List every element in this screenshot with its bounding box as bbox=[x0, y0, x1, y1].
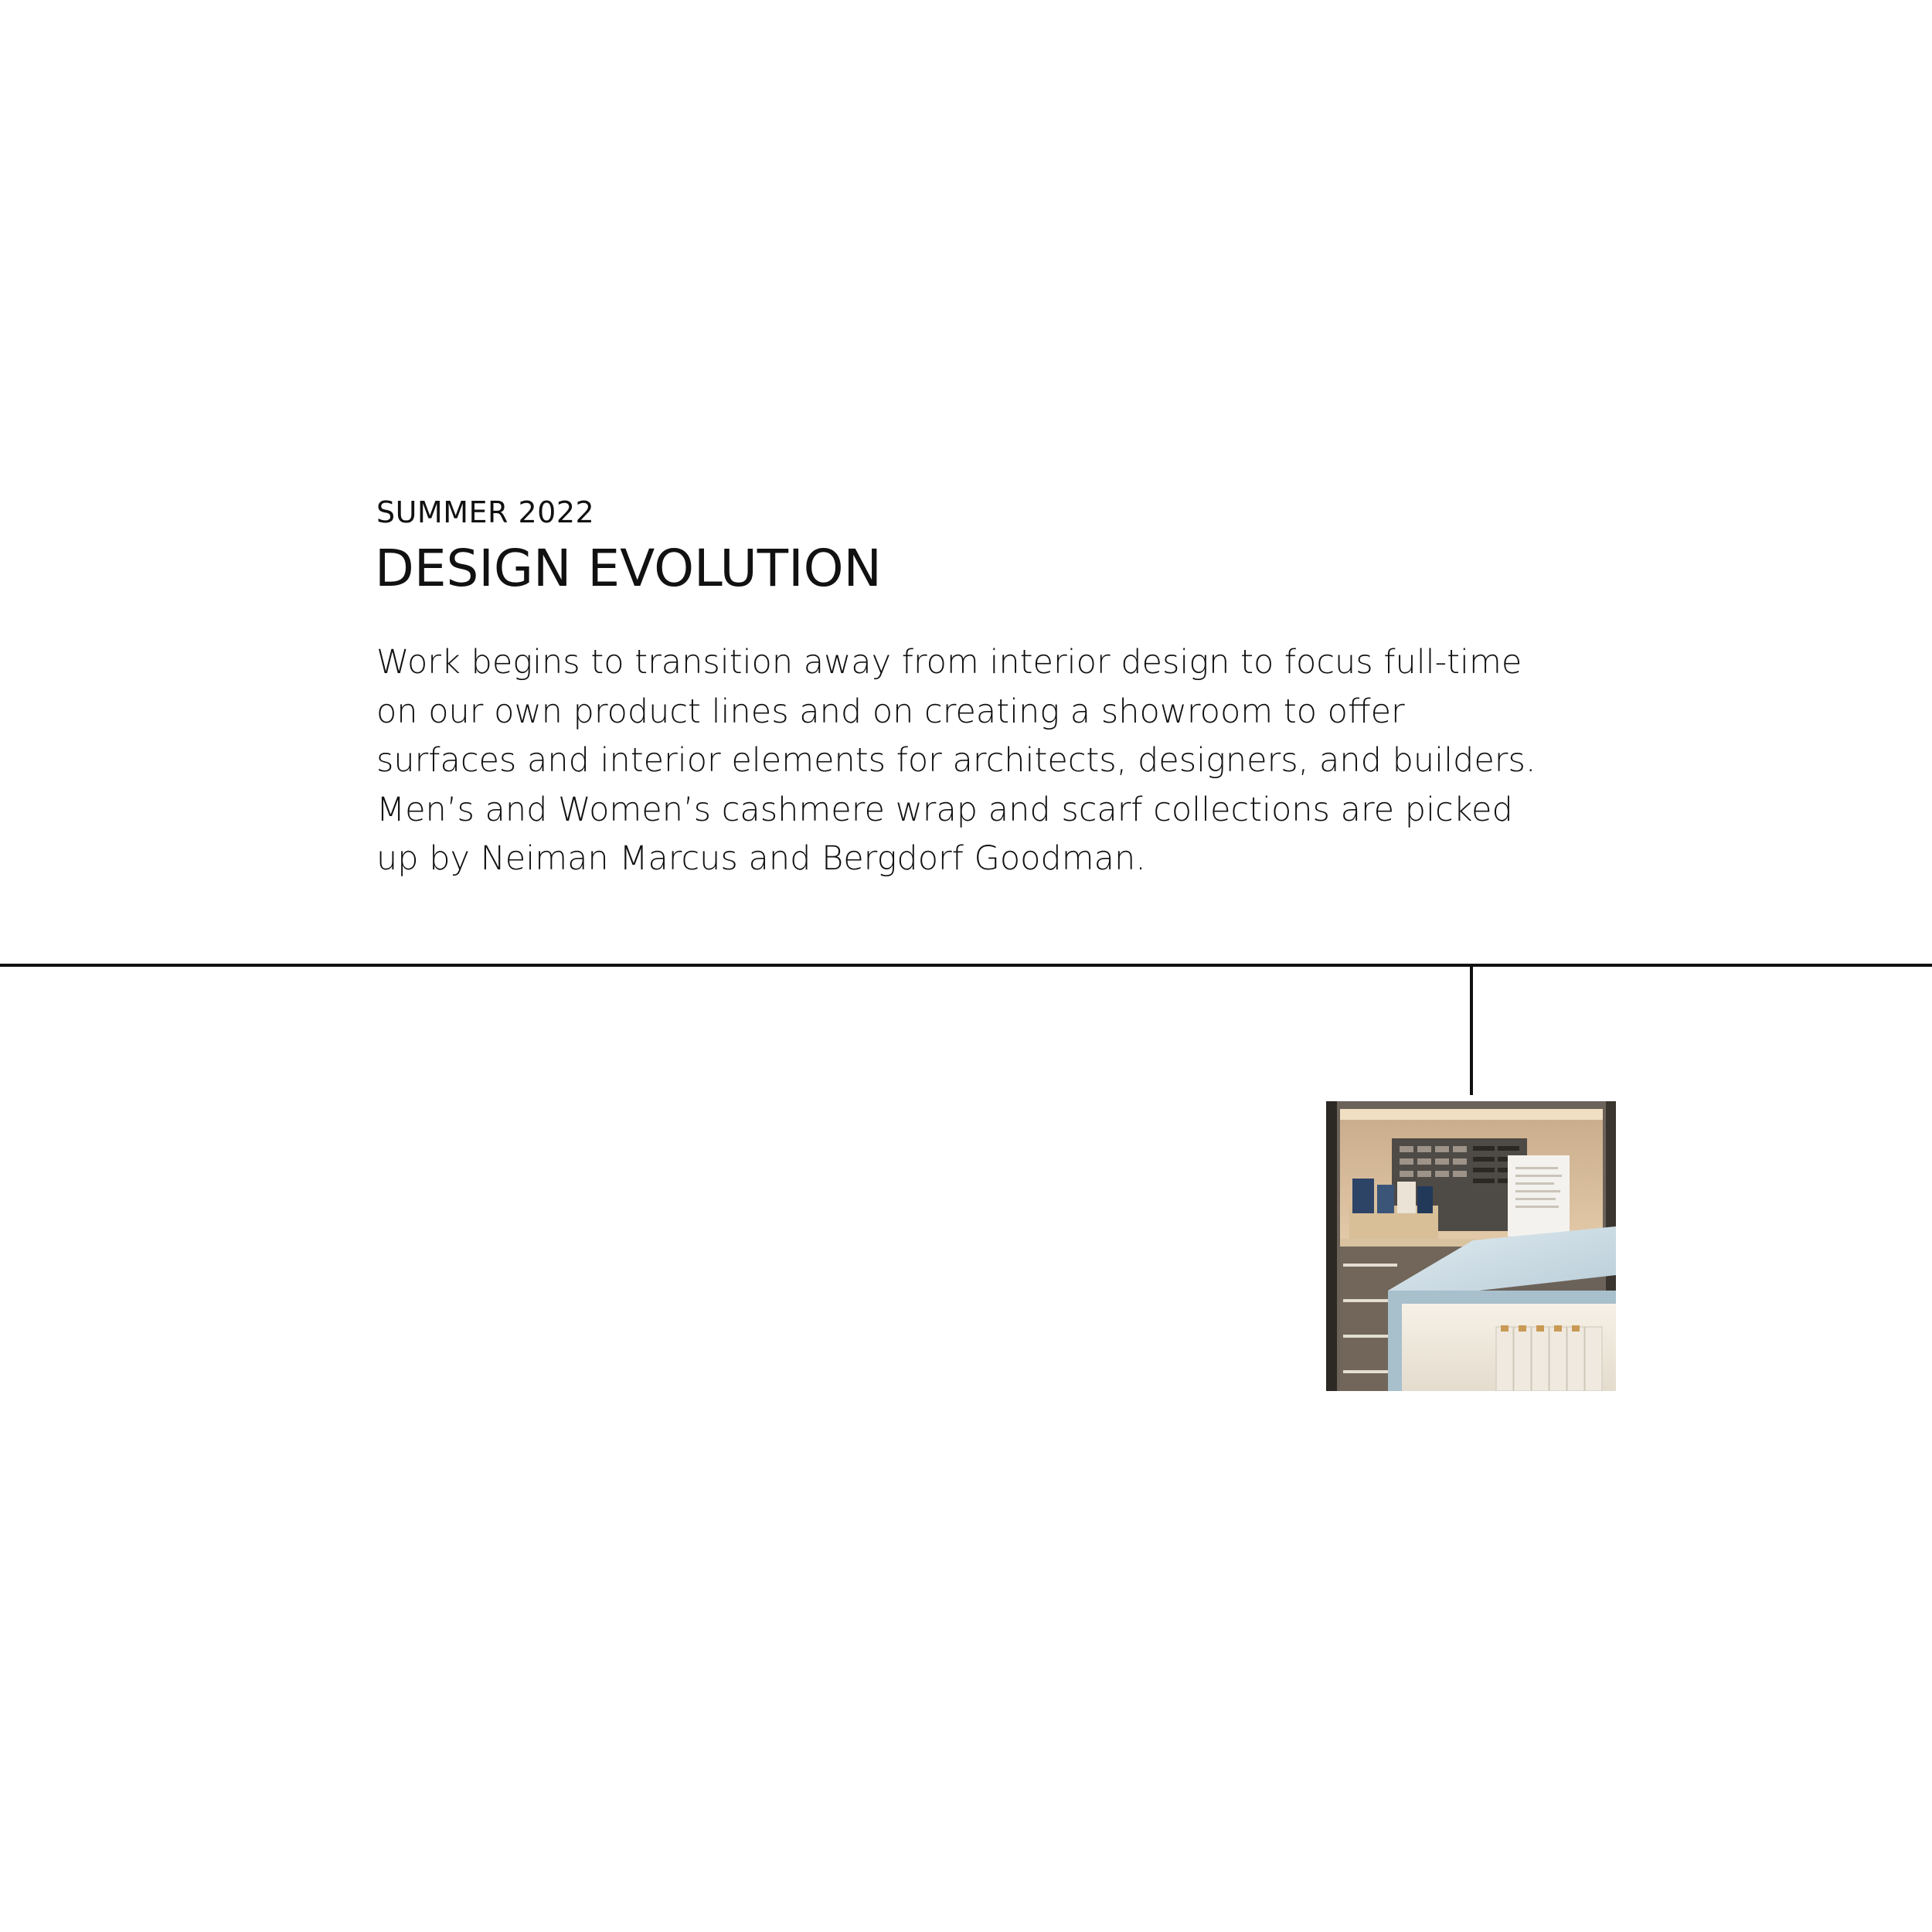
description-line: on our own product lines and on creating a showroom to offer bbox=[376, 692, 1405, 731]
description-paragraph bbox=[376, 638, 1536, 884]
season-label: SUMMER 2022 bbox=[376, 495, 595, 529]
timeline-line bbox=[0, 964, 1932, 967]
section-heading: DESIGN EVOLUTION bbox=[375, 539, 882, 598]
description-line: Men’s and Women’s cashmere wrap and scarf collections are picked bbox=[376, 790, 1513, 829]
description-line: surfaces and interior elements for architects, designers, and builders. bbox=[376, 741, 1536, 780]
description-line: up by Neiman Marcus and Bergdorf Goodman. bbox=[376, 839, 1146, 878]
description-line: Work begins to transition away from interior design to focus full-time bbox=[376, 643, 1522, 682]
showroom-photo-illustration bbox=[1326, 1101, 1616, 1391]
timeline-connector bbox=[1470, 965, 1473, 1095]
showroom-photo bbox=[1326, 1101, 1616, 1391]
